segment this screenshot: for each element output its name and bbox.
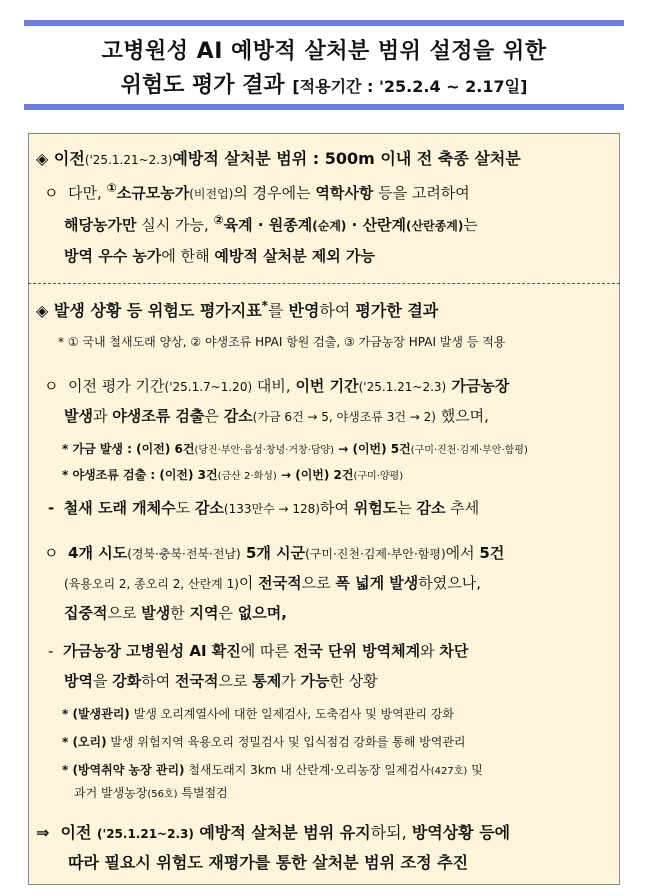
diamond-bullet-icon: ◈ bbox=[36, 301, 49, 320]
page-title-line2 bbox=[24, 68, 624, 99]
title-box bbox=[24, 20, 624, 110]
section2-criteria-note: * ① 국내 철새도래 양상, ② 야생조류 HPAI 항원 검출, ③ 가금농장 HPAI 발생 등 적용 bbox=[58, 335, 506, 349]
section2-heading: ◈ 발생 상황 등 위험도 평가지표*를 반영하여 평가한 결과 bbox=[36, 298, 439, 320]
section-divider bbox=[28, 283, 620, 284]
section2-para1-line1: ㅇ 이전 평가 기간('25.1.7~1.20) 대비, 이번 기간('25.1.21~2.3) 가금농장 bbox=[44, 377, 510, 395]
section2-sub-note2: * (오리) 발생 위험지역 육용오리 정밀검사 및 입식점검 강화를 통해 방역관리 bbox=[62, 735, 466, 749]
section2-para2-line2: (육용오리 2, 종오리 2, 산란계 1)이 전국적으로 폭 넓게 발생하였으나, bbox=[64, 574, 482, 592]
section1-para-line1: ㅇ 다만, ①소규모농가(비전업)의 경우에는 역학사항 등을 고려하여 bbox=[44, 181, 470, 202]
title-main: 위험도 평가 결과 bbox=[120, 73, 285, 98]
section2-dash1: - 철새 도래 개체수도 감소(133만수 → 128)하여 위험도는 감소 추세 bbox=[48, 499, 480, 517]
section2-dash2-line2: 방역을 강화하여 전국적으로 통제가 가능한 상황 bbox=[64, 672, 378, 690]
section1-para-line2: 해당농가만 실시 가능, ②육계 · 원종계(순계) · 산란계(산란종계)는 bbox=[64, 213, 478, 234]
conclusion-line2: 따라 필요시 위험도 재평가를 통한 살처분 범위 조정 추진 bbox=[68, 853, 469, 872]
double-arrow-icon: ⇒ bbox=[36, 823, 50, 842]
section2-para2-line3: 집중적으로 발생한 지역은 없으며, bbox=[64, 604, 287, 622]
section2-sub-note3-line1: * (방역취약 농장 관리) 철새도래지 3km 내 산란계·오리농장 일제검사(427호) 및 bbox=[62, 763, 483, 777]
diamond-bullet-icon: ◈ bbox=[36, 149, 49, 168]
circle-bullet-icon: ㅇ bbox=[44, 184, 59, 202]
title-top-bar bbox=[24, 20, 624, 26]
page-title-line1: 고병원성 AI 예방적 살처분 범위 설정을 위한 bbox=[101, 39, 547, 64]
section2-dash2-line1: - 가금농장 고병원성 AI 확진에 따른 전국 단위 방역체계와 차단 bbox=[48, 642, 469, 660]
section2-sub-note1: * (발생관리) 발생 오리계열사에 대한 일제검사, 도축검사 및 방역관리 강화 bbox=[62, 707, 454, 721]
section2-note-wildbird: * 야생조류 검출 : (이전) 3건(금산 2·화성) → (이번) 2건(구미·양평) bbox=[62, 468, 404, 482]
section2-para1-line2: 발생과 야생조류 검출은 감소(가금 6건 → 5, 야생조류 3건 → 2) 했으며, bbox=[64, 407, 489, 425]
section2-para2-line1: ㅇ 4개 시도(경북·충북·전북·전남) 5개 시군(구미·진천·김제·부안·함평)에서 5건 bbox=[44, 544, 505, 562]
title-bottom-bar bbox=[24, 104, 624, 110]
section1-para-line3: 방역 우수 농가에 한해 예방적 살처분 제외 가능 bbox=[64, 247, 375, 265]
section1-heading: ◈ 이전('25.1.21~2.3)예방적 살처분 범위 : 500m 이내 전 축종 살처분 bbox=[36, 149, 521, 168]
circle-bullet-icon: ㅇ bbox=[44, 544, 59, 562]
title-period: [적용기간 : '25.2.4 ~ 2.17일] bbox=[292, 77, 528, 96]
section2-sub-note3-line2: 과거 발생농장(56호) 특별점검 bbox=[74, 786, 228, 800]
circle-bullet-icon: ㅇ bbox=[44, 377, 59, 395]
conclusion-line1: ⇒ 이전 ('25.1.21~2.3) 예방적 살처분 범위 유지하되, 방역상황 등에 bbox=[36, 823, 511, 842]
section2-note-poultry: * 가금 발생 : (이전) 6건(당진·부안·음성·창녕·거창·담양) → (이번) 5건(구미·진천·김제·부안·함평) bbox=[62, 442, 528, 456]
